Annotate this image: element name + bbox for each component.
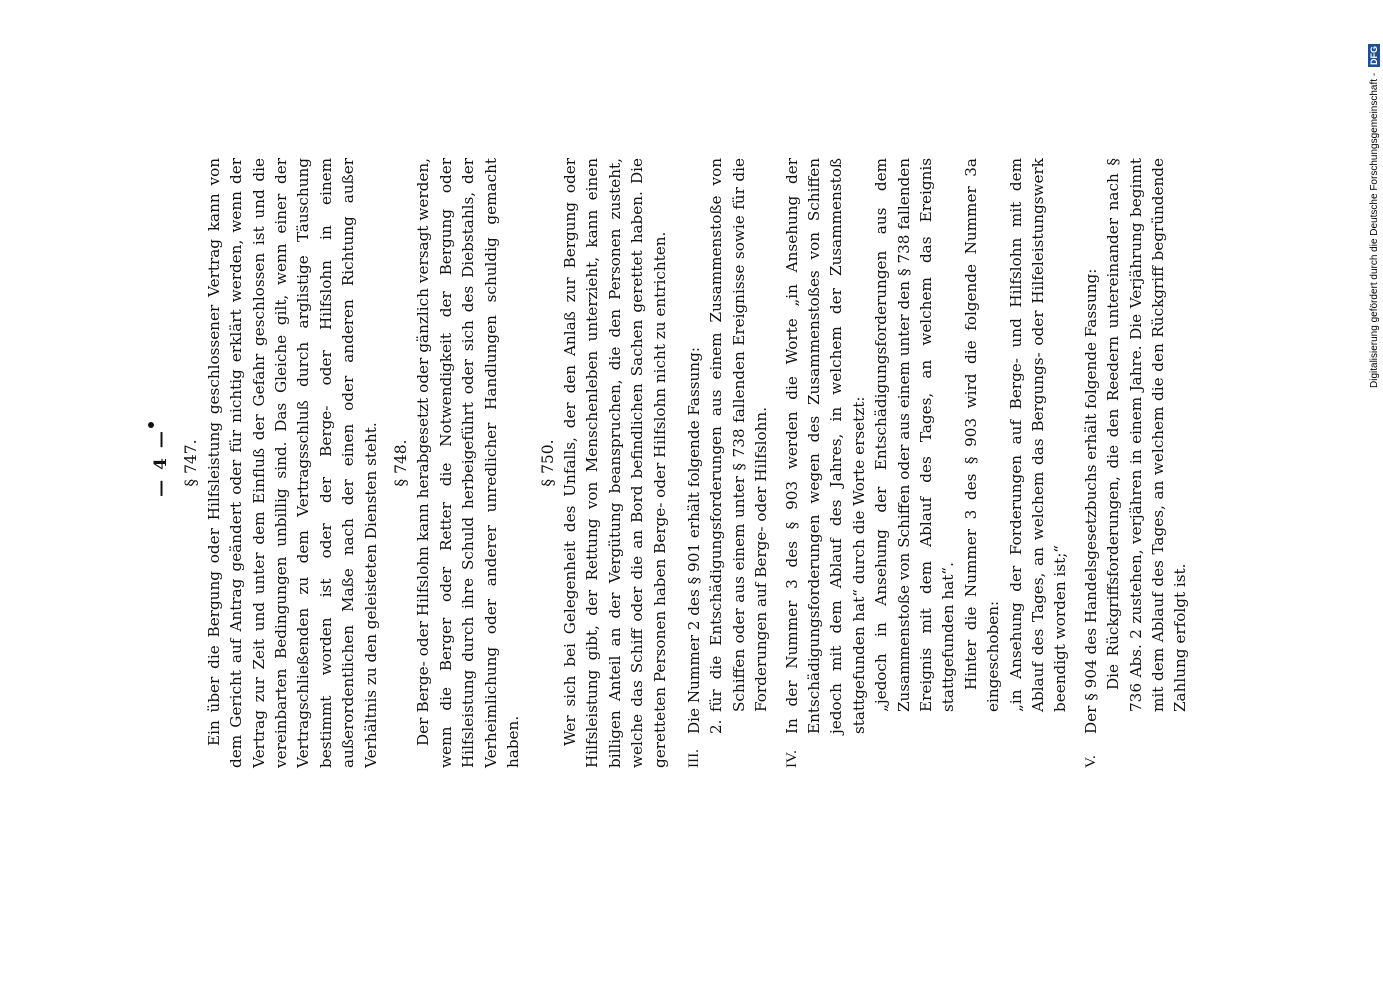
page-number: — 4 — xyxy=(151,429,171,497)
item-iii-text: Die Nummer 2 des § 901 erhält folgende Fassung: xyxy=(684,347,703,734)
item-iii-sub-label: 2. xyxy=(707,719,726,734)
credit-text: Digitalisierung gefördert durch die Deutsche Forschungsgemeinschaft - xyxy=(1369,72,1380,388)
item-v xyxy=(1080,158,1102,768)
item-iv-quote: „jedoch in Ansehung der Entschädigungsforderungen aus dem Zusammenstoße von Schiffen oder aus einem unter den § 738 fallenden Ereignis mit dem Ablauf des Tages, an welchem das Ereignis stattgefunden hat“. xyxy=(872,158,958,712)
section-750-text: Wer sich bei Gelegenheit des Unfalls, der den Anlaß zur Bergung oder Hilfsleistung gibt, der Rettung von Menschenleben unterzieht, kann einen billigen Anteil an der Vergütung beanspruchen, die den Personen zusteht, welche das Schiff oder die an Bord befindlichen Sachen gerettet haben. Die geretteten Personen haben Berge- oder Hilfslohn nicht zu entrichten. xyxy=(560,158,669,768)
item-v-text: Der § 904 des Handelsgesetzbuchs erhält folgende Fassung: xyxy=(1081,268,1100,734)
item-iv-label: IV. xyxy=(782,750,800,768)
item-iii xyxy=(683,158,705,768)
item-iv xyxy=(781,158,871,768)
item-iii-label: III. xyxy=(684,749,702,768)
section-748-title: § 748. xyxy=(392,439,411,487)
item-v-label: V. xyxy=(1081,755,1099,768)
page-content xyxy=(150,158,1192,768)
item-v-quote: Die Rückgriffsforderungen, die den Reedern untereinander nach § 736 Abs. 2 zustehen, verjähren in einem Jahre. Die Verjährung beginnt mit dem Ablauf des Tages, an welchem die den Rückgriff begründende Zahlung erfolgt ist. xyxy=(1104,158,1190,712)
digitization-credit xyxy=(1368,8,1382,388)
ink-speck xyxy=(148,422,154,428)
dfg-logo: DFG xyxy=(1369,46,1379,66)
section-748-text: Der Berge- oder Hilfslohn kann herabgesetzt oder gänzlich versagt werden, wenn die Berger oder Retter die Notwendigkeit der Bergung oder Hilfsleistung durch ihre Schuld herbeigeführt oder sich des Diebstahls, der Verheimlichung oder anderer unredlicher Handlungen schuldig gemacht haben. xyxy=(414,158,523,768)
item-iii-sub xyxy=(705,158,772,768)
item-iii-sub-text: für die Entschädigungsforderungen aus einem Zusammenstoße von Schiffen oder aus einem unter § 738 fallenden Ereignisse sowie für die Forderungen auf Berge- oder Hilfslohn. xyxy=(707,158,771,712)
item-iv-insert-quote: „in Ansehung der Forderungen auf Berge- und Hilfslohn mit dem Ablauf des Tages, an welchem das Bergungs- oder Hilfeleistungswerk beendigt worden ist;“ xyxy=(1006,158,1070,712)
section-747-text: Ein über die Bergung oder Hilfsleistung geschlossener Vertrag kann von dem Gericht auf Antrag geändert oder für nichtig erklärt werden, wenn der Vertrag zur Zeit und unter dem Einfluß der Gefahr geschlossen ist und die vereinbarten Bedingungen unbillig sind. Das Gleiche gilt, wenn einer der Vertragschließenden zu dem Vertragsschluß durch arglistige Täuschung bestimmt worden ist oder der Berge- oder Hilfslohn in einem außerordentlichen Maße nach der einen oder anderen Richtung außer Verhältnis zu den geleisteten Diensten steht. xyxy=(204,158,380,768)
item-iv-insert: Hinter die Nummer 3 des § 903 wird die folgende Nummer 3a eingeschoben: xyxy=(961,158,1003,712)
section-750-title: § 750. xyxy=(538,439,557,487)
section-747-title: § 747. xyxy=(182,439,201,487)
item-iv-text: In der Nummer 3 des § 903 werden die Worte „in Ansehung der Entschädigungsforderungen wegen des Zusammenstoßes von Schiffen jedoch mit dem Ablauf des Jahres, in welchem der Zusammenstoß stattgefunden hat“ durch die Worte ersetzt: xyxy=(782,158,868,734)
